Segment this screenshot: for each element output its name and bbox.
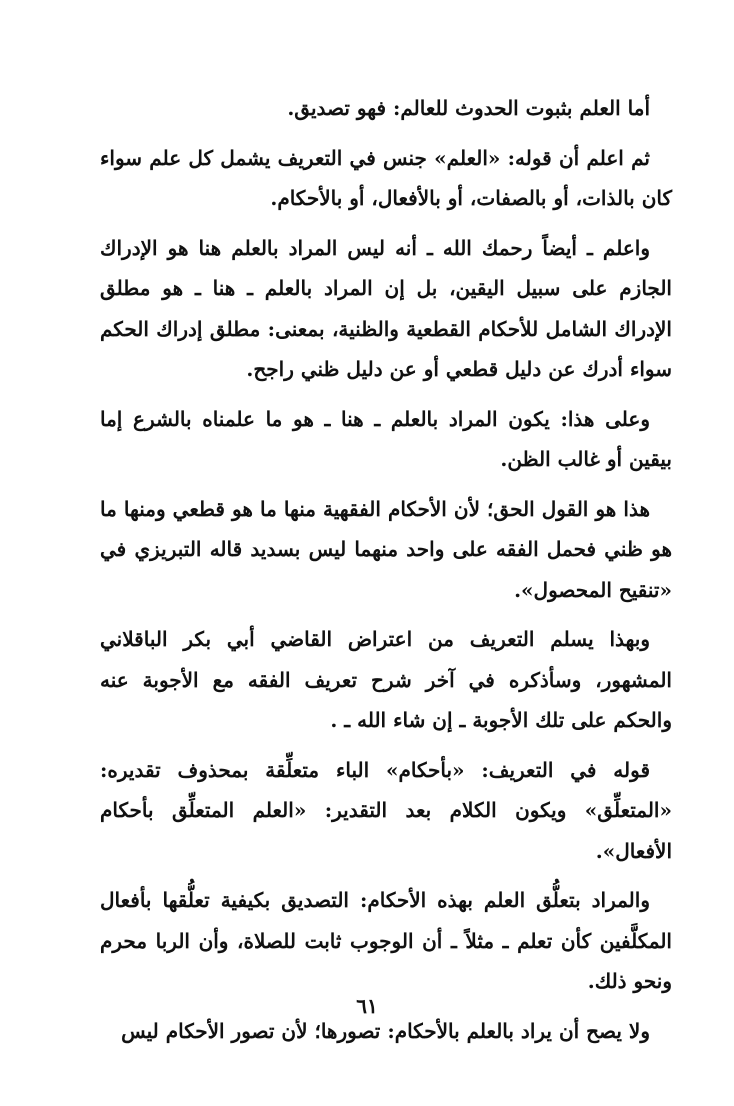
paragraph-8: والمراد بتعلُّق العلم بهذه الأحكام: التصديق بكيفية تعلُّقها بأفعال المكلَّفين كأن تعلم ـ مثلاً ـ أن الوجوب ثابت للصلاة، وأن الربا محرم ونحو ذلك. (100, 888, 672, 993)
body-text (100, 88, 672, 1060)
paragraph-7: قوله في التعريف: «بأحكام» الباء متعلِّقة بمحذوف تقديره: «المتعلِّق» ويكون الكلام بعد التقدير: «العلم المتعلِّق بأحكام الأفعال». (100, 757, 672, 863)
paragraph-2: ثم اعلم أن قوله: «العلم» جنس في التعريف يشمل كل علم سواء كان بالذات، أو بالصفات، أو بالأفعال، أو بالأحكام. (100, 145, 672, 210)
paragraph-4: وعلى هذا: يكون المراد بالعلم ـ هنا ـ هو ما علمناه بالشرع إما بيقين أو غالب الظن. (100, 406, 672, 471)
paragraph-9: ولا يصح أن يراد بالعلم بالأحكام: تصورها؛ لأن تصور الأحكام ليس (121, 1018, 650, 1043)
paragraph-6: وبهذا يسلم التعريف من اعتراض القاضي أبي بكر الباقلاني المشهور، وسأذكره في آخر شرح تعريف الفقه مع الأجوبة عنه والحكم على تلك الأجوبة ـ إن شاء الله ـ . (100, 627, 672, 732)
paragraph-3: واعلم ـ أيضاً رحمك الله ـ أنه ليس المراد بالعلم هنا هو الإدراك الجازم على سبيل اليقين، بل إن المراد بالعلم ـ هنا ـ هو مطلق الإدراك الشامل للأحكام القطعية والظنية، بمعنى: مطلق إدراك الحكم سواء أدرك عن دليل قطعي أو عن دليل ظني راجح. (100, 235, 672, 381)
paragraph-1: أما العلم بثبوت الحدوث للعالم: فهو تصديق. (287, 96, 650, 120)
page-number: ٦١ (356, 994, 378, 1018)
paragraph-5: هذا هو القول الحق؛ لأن الأحكام الفقهية منها ما هو قطعي ومنها ما هو ظني فحمل الفقه على واحد منهما ليس بسديد قاله التبريزي في «تنقيح المحصول». (100, 496, 672, 602)
